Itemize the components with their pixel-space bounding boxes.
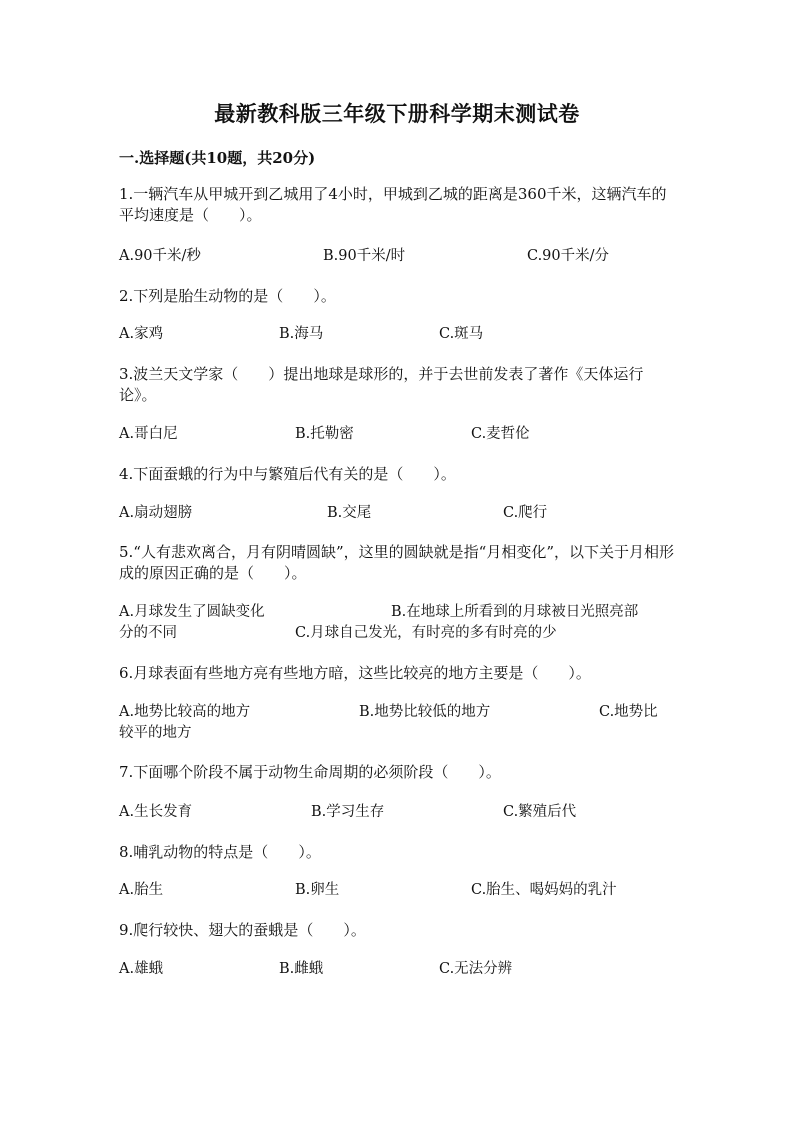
option-a: A.家鸡: [119, 326, 164, 342]
option-c: C.无法分辨: [439, 961, 513, 977]
option-c: C.90千米/分: [527, 248, 610, 264]
question-2: 2.下列是胎生动物的是（ ）。: [119, 287, 336, 305]
option-c: C.胎生、喝妈妈的乳汁: [471, 882, 617, 898]
option-b: B.托勒密: [295, 426, 354, 442]
question-9-options: [119, 959, 679, 981]
question-6: 6.月球表面有些地方亮有些地方暗，这些比较亮的地方主要是（ ）。: [119, 664, 591, 682]
option-a: A.扇动翅膀: [119, 505, 193, 521]
section-heading: 一.选择题(共10题，共20分): [119, 149, 316, 167]
option-c: C.繁殖后代: [503, 804, 577, 820]
question-1-options: [119, 246, 679, 268]
option-a: A.月球发生了圆缺变化: [119, 604, 265, 620]
option-c-continued: 较平的地方: [119, 725, 192, 741]
option-b: B.90千米/时: [323, 248, 406, 264]
question-3-options: [119, 424, 679, 446]
question-5: 5.“人有悲欢离合，月有阴晴圆缺”，这里的圆缺就是指“月相变化”，以下关于月相形成的原因正确的是（ ）。: [119, 543, 674, 582]
option-c: C.爬行: [503, 505, 548, 521]
option-c: C.麦哲伦: [471, 426, 530, 442]
option-b-continued: 分的不同: [119, 625, 177, 641]
option-c: C.斑马: [439, 326, 484, 342]
option-c: C.地势比: [599, 704, 658, 720]
question-3: 3.波兰天文学家（ ）提出地球是球形的，并于去世前发表了著作《天体运行论》。: [119, 365, 644, 404]
option-b: B.在地球上所看到的月球被日光照亮部: [391, 604, 639, 620]
question-4: 4.下面蚕蛾的行为中与繁殖后代有关的是（ ）。: [119, 465, 456, 483]
question-2-options: [119, 324, 679, 346]
option-a: A.胎生: [119, 882, 164, 898]
option-a: A.雄蛾: [119, 961, 164, 977]
option-b: B.海马: [279, 326, 324, 342]
option-b: B.卵生: [295, 882, 340, 898]
question-5-options: [119, 602, 679, 644]
question-8: 8.哺乳动物的特点是（ ）。: [119, 843, 321, 861]
question-7-options: [119, 802, 679, 824]
option-a: A.生长发育: [119, 804, 193, 820]
option-a: A.地势比较高的地方: [119, 704, 251, 720]
option-b: B.地势比较低的地方: [359, 704, 491, 720]
option-b: B.交尾: [327, 505, 372, 521]
option-c: C.月球自己发光，有时亮的多有时亮的少: [295, 625, 557, 641]
question-9: 9.爬行较快、翅大的蚕蛾是（ ）。: [119, 921, 366, 939]
question-7: 7.下面哪个阶段不属于动物生命周期的必须阶段（ ）。: [119, 763, 501, 781]
option-b: B.学习生存: [311, 804, 385, 820]
question-4-options: [119, 503, 679, 525]
question-8-options: [119, 880, 679, 902]
page-title: 最新教科版三年级下册科学期末测试卷: [214, 101, 580, 126]
question-6-options: [119, 702, 679, 744]
option-a: A.哥白尼: [119, 426, 178, 442]
option-a: A.90千米/秒: [119, 248, 201, 264]
option-b: B.雌蛾: [279, 961, 324, 977]
question-1: 1.一辆汽车从甲城开到乙城用了4小时，甲城到乙城的距离是360千米，这辆汽车的平均速度是（ ）。: [119, 185, 667, 224]
